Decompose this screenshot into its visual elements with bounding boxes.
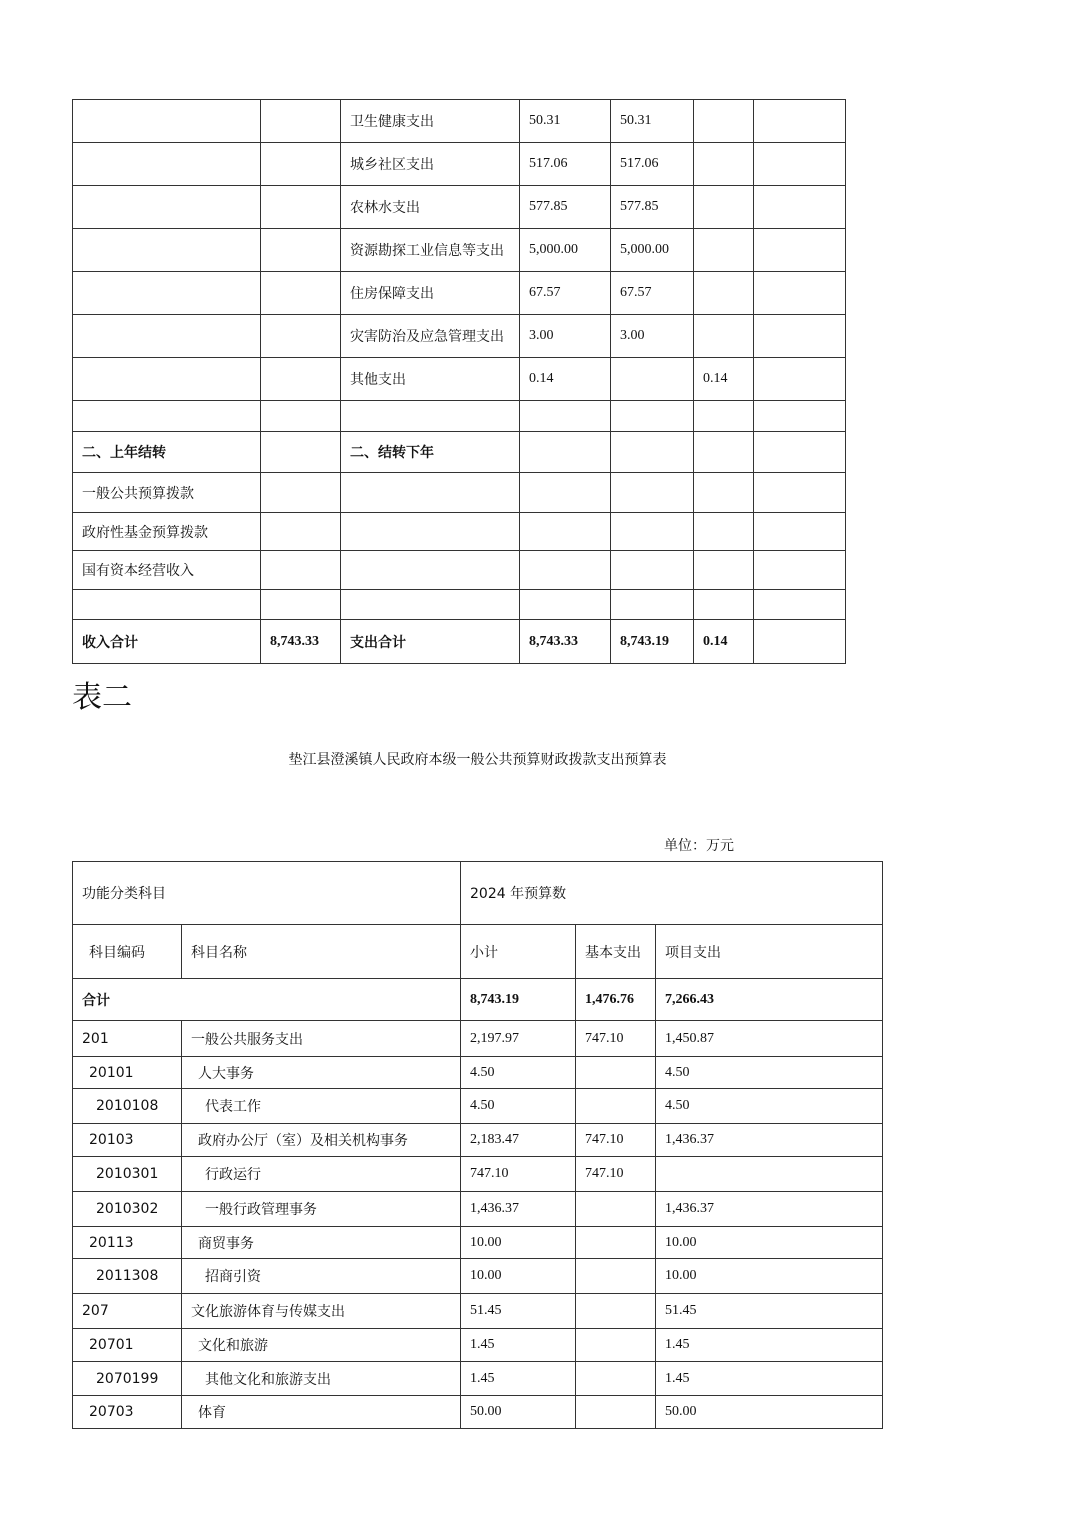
table-cell-c7: [754, 100, 846, 143]
table-cell-c3: 城乡社区支出: [341, 143, 520, 186]
table-cell-c2: 8,743.33: [261, 620, 341, 664]
table-cell-c7: [754, 229, 846, 272]
table-row: [73, 1362, 883, 1396]
table-cell-c7: [754, 272, 846, 315]
table-cell-c7: [754, 401, 846, 432]
table-cell-c4: 8,743.33: [520, 620, 611, 664]
header-column-row: [73, 925, 883, 979]
table-cell-c2: [261, 590, 341, 620]
cell-subtotal: 2,183.47: [461, 1124, 576, 1157]
table-cell-c7: [754, 186, 846, 229]
cell-project: 10.00: [656, 1227, 883, 1259]
table-row: [73, 551, 846, 590]
cell-subtotal: 4.50: [461, 1057, 576, 1089]
table-cell-c1: 政府性基金预算拨款: [73, 513, 261, 551]
cell-project: 4.50: [656, 1089, 883, 1124]
cell-project: [656, 1157, 883, 1192]
table-cell-c4: [520, 590, 611, 620]
cell-name: 招商引资: [182, 1259, 461, 1294]
table-cell-c7: [754, 513, 846, 551]
cell-basic: [576, 1227, 656, 1259]
table-cell-c2: [261, 186, 341, 229]
cell-name: 商贸事务: [182, 1227, 461, 1259]
table-cell-c1: [73, 186, 261, 229]
cell-subtotal: 1.45: [461, 1362, 576, 1396]
cell-name: 行政运行: [182, 1157, 461, 1192]
total-basic: 1,476.76: [576, 979, 656, 1021]
table-cell-c2: [261, 229, 341, 272]
table-cell-c4: [520, 473, 611, 513]
cell-basic: [576, 1089, 656, 1124]
table-cell-c7: [754, 473, 846, 513]
table-cell-c3: 二、结转下年: [341, 432, 520, 473]
unit-label: 单位：万元: [664, 838, 734, 854]
table-cell-c2: [261, 272, 341, 315]
table-cell-c5: [611, 432, 694, 473]
table-cell-c5: [611, 401, 694, 432]
table-cell-c3: [341, 551, 520, 590]
table-cell-c7: [754, 358, 846, 401]
table-row: [73, 1329, 883, 1362]
table-row: [73, 143, 846, 186]
table-cell-c5: 517.06: [611, 143, 694, 186]
cell-code: 20103: [73, 1124, 182, 1157]
table-cell-c1: [73, 229, 261, 272]
table-row: [73, 590, 846, 620]
table-cell-c4: 67.57: [520, 272, 611, 315]
table-cell-c6: [694, 143, 754, 186]
table-cell-c1: [73, 358, 261, 401]
table-row: [73, 1089, 883, 1124]
cell-code: 20113: [73, 1227, 182, 1259]
income-expense-table-body: [73, 100, 846, 664]
table-row: [73, 229, 846, 272]
table-cell-c1: 一般公共预算拨款: [73, 473, 261, 513]
table-cell-c4: [520, 551, 611, 590]
table-cell-c4: 50.31: [520, 100, 611, 143]
cell-name: 一般行政管理事务: [182, 1192, 461, 1227]
cell-subtotal: 10.00: [461, 1227, 576, 1259]
table-cell-c4: [520, 513, 611, 551]
table-cell-c6: 0.14: [694, 358, 754, 401]
cell-project: 50.00: [656, 1396, 883, 1429]
table-row: [73, 432, 846, 473]
cell-code: 2070199: [73, 1362, 182, 1396]
table-cell-c3: 卫生健康支出: [341, 100, 520, 143]
table-cell-c6: [694, 272, 754, 315]
table-cell-c6: [694, 513, 754, 551]
header-project: 项目支出: [656, 925, 883, 979]
table-cell-c7: [754, 315, 846, 358]
header-basic: 基本支出: [576, 925, 656, 979]
total-subtotal: 8,743.19: [461, 979, 576, 1021]
table-cell-c3: [341, 513, 520, 551]
income-expense-table: [72, 99, 846, 664]
table-row: [73, 1157, 883, 1192]
table-cell-c6: [694, 590, 754, 620]
header-group-row: [73, 862, 883, 925]
table-cell-c5: 8,743.19: [611, 620, 694, 664]
table-cell-c2: [261, 551, 341, 590]
table-cell-c6: [694, 432, 754, 473]
cell-subtotal: 1,436.37: [461, 1192, 576, 1227]
table-cell-c6: [694, 186, 754, 229]
cell-project: 10.00: [656, 1259, 883, 1294]
table-cell-c5: 577.85: [611, 186, 694, 229]
table-cell-c5: [611, 551, 694, 590]
cell-subtotal: 747.10: [461, 1157, 576, 1192]
table-cell-c4: 517.06: [520, 143, 611, 186]
header-subtotal: 小计: [461, 925, 576, 979]
cell-basic: [576, 1329, 656, 1362]
table-cell-c6: 0.14: [694, 620, 754, 664]
cell-subtotal: 4.50: [461, 1089, 576, 1124]
table-cell-c1: [73, 100, 261, 143]
table-cell-c3: 灾害防治及应急管理支出: [341, 315, 520, 358]
table-cell-c3: 资源勘探工业信息等支出: [341, 229, 520, 272]
table-cell-c3: [341, 401, 520, 432]
cell-basic: 747.10: [576, 1124, 656, 1157]
table-row: [73, 1294, 883, 1329]
table-cell-c7: [754, 620, 846, 664]
cell-name: 文化和旅游: [182, 1329, 461, 1362]
header-code: 科目编码: [73, 925, 182, 979]
table-cell-c2: [261, 315, 341, 358]
cell-basic: [576, 1294, 656, 1329]
table-cell-c6: [694, 100, 754, 143]
table-cell-c7: [754, 432, 846, 473]
cell-code: 20703: [73, 1396, 182, 1429]
table-row: [73, 620, 846, 664]
cell-subtotal: 51.45: [461, 1294, 576, 1329]
table-cell-c5: 5,000.00: [611, 229, 694, 272]
table-cell-c2: [261, 473, 341, 513]
cell-code: 201: [73, 1021, 182, 1057]
table-row: [73, 473, 846, 513]
table-row: [73, 100, 846, 143]
cell-code: 2010301: [73, 1157, 182, 1192]
table-row: [73, 513, 846, 551]
table-cell-c1: [73, 401, 261, 432]
table-cell-c3: 农林水支出: [341, 186, 520, 229]
cell-code: 207: [73, 1294, 182, 1329]
cell-basic: [576, 1396, 656, 1429]
table-cell-c6: [694, 473, 754, 513]
cell-name: 其他文化和旅游支出: [182, 1362, 461, 1396]
table-row: [73, 1396, 883, 1429]
table-cell-c5: [611, 513, 694, 551]
table-cell-c3: [341, 473, 520, 513]
table-cell-c6: [694, 229, 754, 272]
table-cell-c6: [694, 315, 754, 358]
table-cell-c2: [261, 432, 341, 473]
cell-name: 人大事务: [182, 1057, 461, 1089]
table-cell-c6: [694, 551, 754, 590]
cell-code: 20101: [73, 1057, 182, 1089]
header-budget-year: 2024 年预算数: [461, 862, 883, 925]
cell-basic: [576, 1192, 656, 1227]
table-row: [73, 1192, 883, 1227]
table-row: [73, 272, 846, 315]
table-cell-c2: [261, 513, 341, 551]
cell-project: 1.45: [656, 1362, 883, 1396]
total-label: 合计: [73, 979, 461, 1021]
cell-subtotal: 2,197.97: [461, 1021, 576, 1057]
cell-project: 1,450.87: [656, 1021, 883, 1057]
table-cell-c1: [73, 143, 261, 186]
table-cell-c2: [261, 358, 341, 401]
table-cell-c5: [611, 473, 694, 513]
table-cell-c1: [73, 315, 261, 358]
cell-name: 政府办公厅（室）及相关机构事务: [182, 1124, 461, 1157]
table-row: [73, 1021, 883, 1057]
table-cell-c4: [520, 432, 611, 473]
table-row: [73, 1227, 883, 1259]
cell-project: 51.45: [656, 1294, 883, 1329]
table-cell-c1: 国有资本经营收入: [73, 551, 261, 590]
cell-basic: 747.10: [576, 1157, 656, 1192]
table-cell-c5: 67.57: [611, 272, 694, 315]
table-cell-c1: 二、上年结转: [73, 432, 261, 473]
cell-code: 2010108: [73, 1089, 182, 1124]
table-row: [73, 358, 846, 401]
table-cell-c5: 50.31: [611, 100, 694, 143]
cell-name: 文化旅游体育与传媒支出: [182, 1294, 461, 1329]
cell-project: 1,436.37: [656, 1124, 883, 1157]
table-cell-c3: 住房保障支出: [341, 272, 520, 315]
table-cell-c4: 5,000.00: [520, 229, 611, 272]
table-cell-c4: 3.00: [520, 315, 611, 358]
table-row: [73, 1259, 883, 1294]
cell-project: 1.45: [656, 1329, 883, 1362]
cell-name: 代表工作: [182, 1089, 461, 1124]
cell-code: 2011308: [73, 1259, 182, 1294]
cell-subtotal: 10.00: [461, 1259, 576, 1294]
total-project: 7,266.43: [656, 979, 883, 1021]
expenditure-budget-table: [72, 861, 883, 1429]
table-row: [73, 315, 846, 358]
table-cell-c7: [754, 143, 846, 186]
table-cell-c4: [520, 401, 611, 432]
table-title: 垫江县澄溪镇人民政府本级一般公共预算财政拨款支出预算表: [288, 752, 667, 768]
table-heading: 表二: [72, 680, 132, 715]
cell-name: 一般公共服务支出: [182, 1021, 461, 1057]
header-name: 科目名称: [182, 925, 461, 979]
table-cell-c1: 收入合计: [73, 620, 261, 664]
table-cell-c3: [341, 590, 520, 620]
cell-project: 4.50: [656, 1057, 883, 1089]
cell-code: 2010302: [73, 1192, 182, 1227]
table-row: [73, 186, 846, 229]
table-cell-c2: [261, 401, 341, 432]
table-cell-c3: 支出合计: [341, 620, 520, 664]
table-row: [73, 401, 846, 432]
table-cell-c2: [261, 100, 341, 143]
table-row: [73, 1124, 883, 1157]
cell-subtotal: 50.00: [461, 1396, 576, 1429]
cell-project: 1,436.37: [656, 1192, 883, 1227]
table-cell-c4: 0.14: [520, 358, 611, 401]
table-cell-c7: [754, 590, 846, 620]
table-row: [73, 1057, 883, 1089]
cell-basic: [576, 1362, 656, 1396]
table-cell-c7: [754, 551, 846, 590]
table-cell-c5: [611, 358, 694, 401]
table-cell-c1: [73, 272, 261, 315]
cell-code: 20701: [73, 1329, 182, 1362]
table-cell-c5: [611, 590, 694, 620]
cell-basic: 747.10: [576, 1021, 656, 1057]
table-cell-c2: [261, 143, 341, 186]
table-cell-c5: 3.00: [611, 315, 694, 358]
total-row: [73, 979, 883, 1021]
cell-basic: [576, 1259, 656, 1294]
header-functional-category: 功能分类科目: [73, 862, 461, 925]
cell-basic: [576, 1057, 656, 1089]
table-cell-c3: 其他支出: [341, 358, 520, 401]
cell-name: 体育: [182, 1396, 461, 1429]
table-cell-c1: [73, 590, 261, 620]
table-cell-c6: [694, 401, 754, 432]
table-cell-c4: 577.85: [520, 186, 611, 229]
cell-subtotal: 1.45: [461, 1329, 576, 1362]
